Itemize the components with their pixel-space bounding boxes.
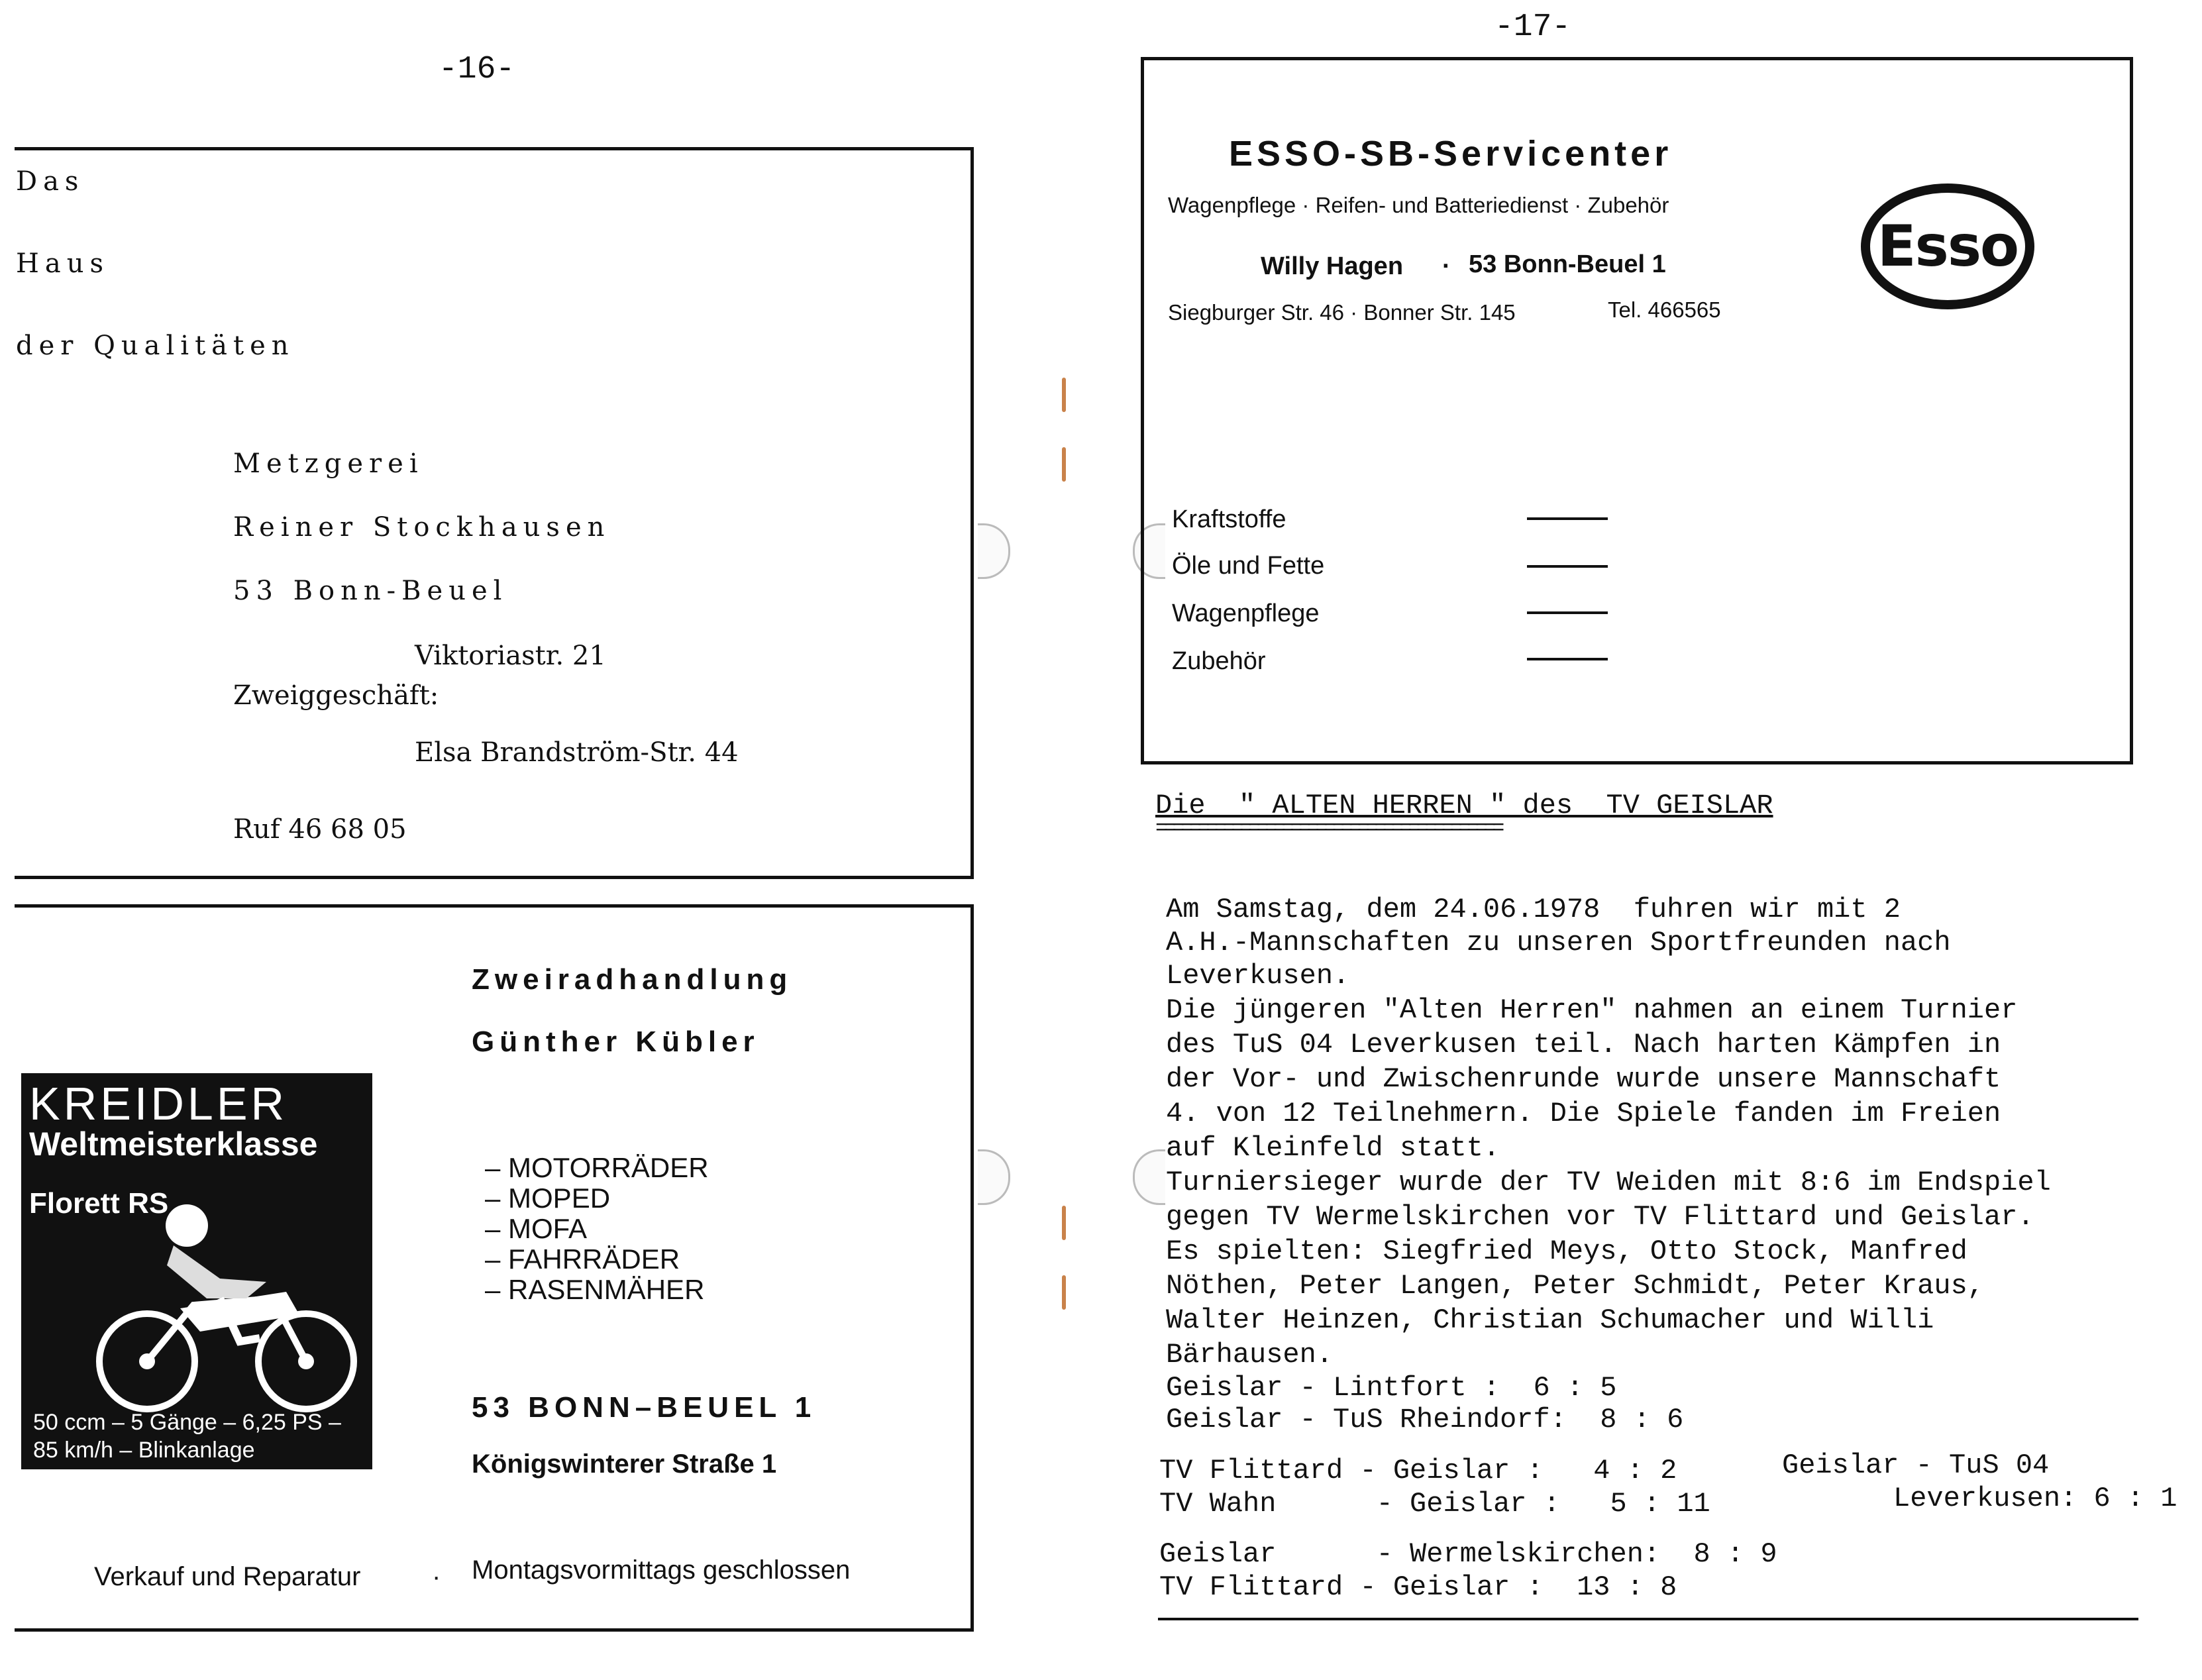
result-line: Geislar - Wermelskirchen: 8 : 9: [1159, 1538, 1777, 1570]
esso-owner: Willy Hagen: [1261, 252, 1404, 280]
esso-owner-separator: ·: [1442, 252, 1451, 280]
esso-item-rule: [1527, 658, 1608, 660]
article-line: 4. von 12 Teilnehmern. Die Spiele fanden im Freien: [1166, 1098, 2001, 1129]
kreidler-specs: 50 ccm – 5 Gänge – 6,25 PS – 85 km/h – Blinkanlage: [33, 1410, 341, 1463]
product-item: – FAHRRÄDER: [485, 1243, 680, 1275]
kreidler-brand: KREIDLER: [29, 1078, 288, 1129]
esso-city: 53 Bonn-Beuel 1: [1469, 250, 1666, 278]
article-line: Es spielten: Siegfried Meys, Otto Stock, Manfred: [1166, 1235, 1967, 1267]
staple-mark: [1062, 1275, 1066, 1310]
staple-mark: [1062, 1206, 1066, 1240]
slogan-line-2: Haus: [16, 248, 110, 279]
result-line: TV Wahn - Geislar : 5 : 11: [1159, 1488, 1710, 1520]
butcher-ad-box: [15, 147, 974, 879]
staple-mark: [1062, 378, 1066, 412]
esso-item-rule: [1527, 517, 1608, 520]
article-heading-underline: =========================================: [1155, 816, 1500, 841]
bike-shop-address: Königswinterer Straße 1: [472, 1449, 777, 1479]
branch-label: Zweiggeschäft:: [233, 680, 439, 711]
binder-hole: [978, 523, 1010, 579]
esso-phone: Tel. 466565: [1608, 297, 1721, 322]
branch-address: Elsa Brandström-Str. 44: [415, 737, 739, 768]
article-line: der Vor- und Zwischenrunde wurde unsere Mannschaft: [1166, 1063, 2001, 1095]
slogan-line-3: der Qualitäten: [16, 331, 295, 361]
owner-name: Reiner Stockhausen: [233, 512, 611, 543]
article-line: Geislar - TuS Rheindorf: 8 : 6: [1166, 1404, 1684, 1436]
article-line: Die jüngeren "Alten Herren" nahmen an einem Turnier: [1166, 994, 2018, 1026]
product-item: – MOTORRÄDER: [485, 1152, 709, 1183]
business-name: Metzgerei: [233, 448, 424, 479]
esso-item: Öle und Fette: [1172, 552, 1325, 580]
product-item: – MOFA: [485, 1213, 588, 1244]
article-line: Bärhausen.: [1166, 1339, 1334, 1371]
esso-item: Zubehör: [1172, 647, 1266, 675]
result-line: TV Flittard - Geislar : 4 : 2: [1159, 1455, 1677, 1487]
bike-shop-city: 53 BONN–BEUEL 1: [472, 1391, 817, 1424]
product-item: – RASENMÄHER: [485, 1274, 705, 1305]
result-line: TV Flittard - Geislar : 13 : 8: [1159, 1571, 1677, 1603]
bike-shop-ad-box: [15, 904, 974, 1632]
kreidler-line: Weltmeisterklasse: [29, 1126, 318, 1163]
esso-services: Wagenpflege · Reifen- und Batteriedienst · Zubehör: [1168, 193, 1669, 217]
phone-number: Ruf 46 68 05: [233, 814, 407, 845]
page-number-left: -16-: [439, 52, 515, 87]
esso-logo-icon: [1861, 184, 2034, 309]
article-line: Walter Heinzen, Christian Schumacher und Willi: [1166, 1304, 1934, 1336]
bike-shop-service: Verkauf und Reparatur: [94, 1562, 361, 1591]
business-address: Viktoriastr. 21: [415, 641, 606, 671]
article-line: des TuS 04 Leverkusen teil. Nach harten Kämpfen in: [1166, 1029, 2001, 1061]
slogan-line-1: Das: [16, 166, 85, 197]
esso-title: ESSO-SB-Servicenter: [1229, 134, 1673, 174]
bike-shop-hours: Montagsvormittags geschlossen: [472, 1555, 851, 1585]
esso-item: Kraftstoffe: [1172, 505, 1286, 533]
article-line: Nöthen, Peter Langen, Peter Schmidt, Peter Kraus,: [1166, 1270, 1985, 1302]
kreidler-model: Florett RS: [29, 1187, 169, 1220]
esso-item: Wagenpflege: [1172, 600, 1320, 627]
page-number-right: -17-: [1494, 9, 1571, 45]
business-city: 53 Bonn-Beuel: [233, 576, 508, 606]
article-heading: Die " ALTEN HERREN " des TV GEISLAR: [1155, 790, 1773, 821]
article-line: Leverkusen.: [1166, 960, 1350, 992]
esso-item-rule: [1527, 611, 1608, 614]
article-line: A.H.-Mannschaften zu unseren Sportfreunden nach: [1166, 927, 1951, 959]
side-result-line: Geislar - TuS 04: [1782, 1449, 2050, 1481]
article-line: Am Samstag, dem 24.06.1978 fuhren wir mit 2: [1166, 894, 1901, 925]
article-line: Turniersieger wurde der TV Weiden mit 8:6 im Endspiel: [1166, 1167, 2051, 1198]
bike-shop-separator: ·: [432, 1562, 441, 1591]
staple-mark: [1062, 447, 1066, 482]
product-item: – MOPED: [485, 1182, 611, 1214]
binder-hole: [1133, 1149, 1165, 1205]
bike-shop-owner: Günther Kübler: [472, 1025, 760, 1058]
esso-addresses: Siegburger Str. 46 · Bonner Str. 145: [1168, 300, 1516, 325]
esso-logo-text: Esso: [1877, 213, 2018, 280]
article-bottom-rule: [1158, 1618, 2138, 1620]
esso-ad-box: [1141, 57, 2133, 764]
article-line: auf Kleinfeld statt.: [1166, 1132, 1500, 1164]
binder-hole: [978, 1149, 1010, 1205]
esso-item-rule: [1527, 565, 1608, 568]
side-result-line: Leverkusen: 6 : 1: [1893, 1483, 2177, 1514]
motorcycle-illustration: [87, 1199, 366, 1424]
kreidler-advert: [21, 1073, 372, 1469]
article-line: Geislar - Lintfort : 6 : 5: [1166, 1372, 1617, 1404]
bike-shop-business: Zweiradhandlung: [472, 963, 793, 996]
article-line: gegen TV Wermelskirchen vor TV Flittard und Geislar.: [1166, 1201, 2034, 1233]
